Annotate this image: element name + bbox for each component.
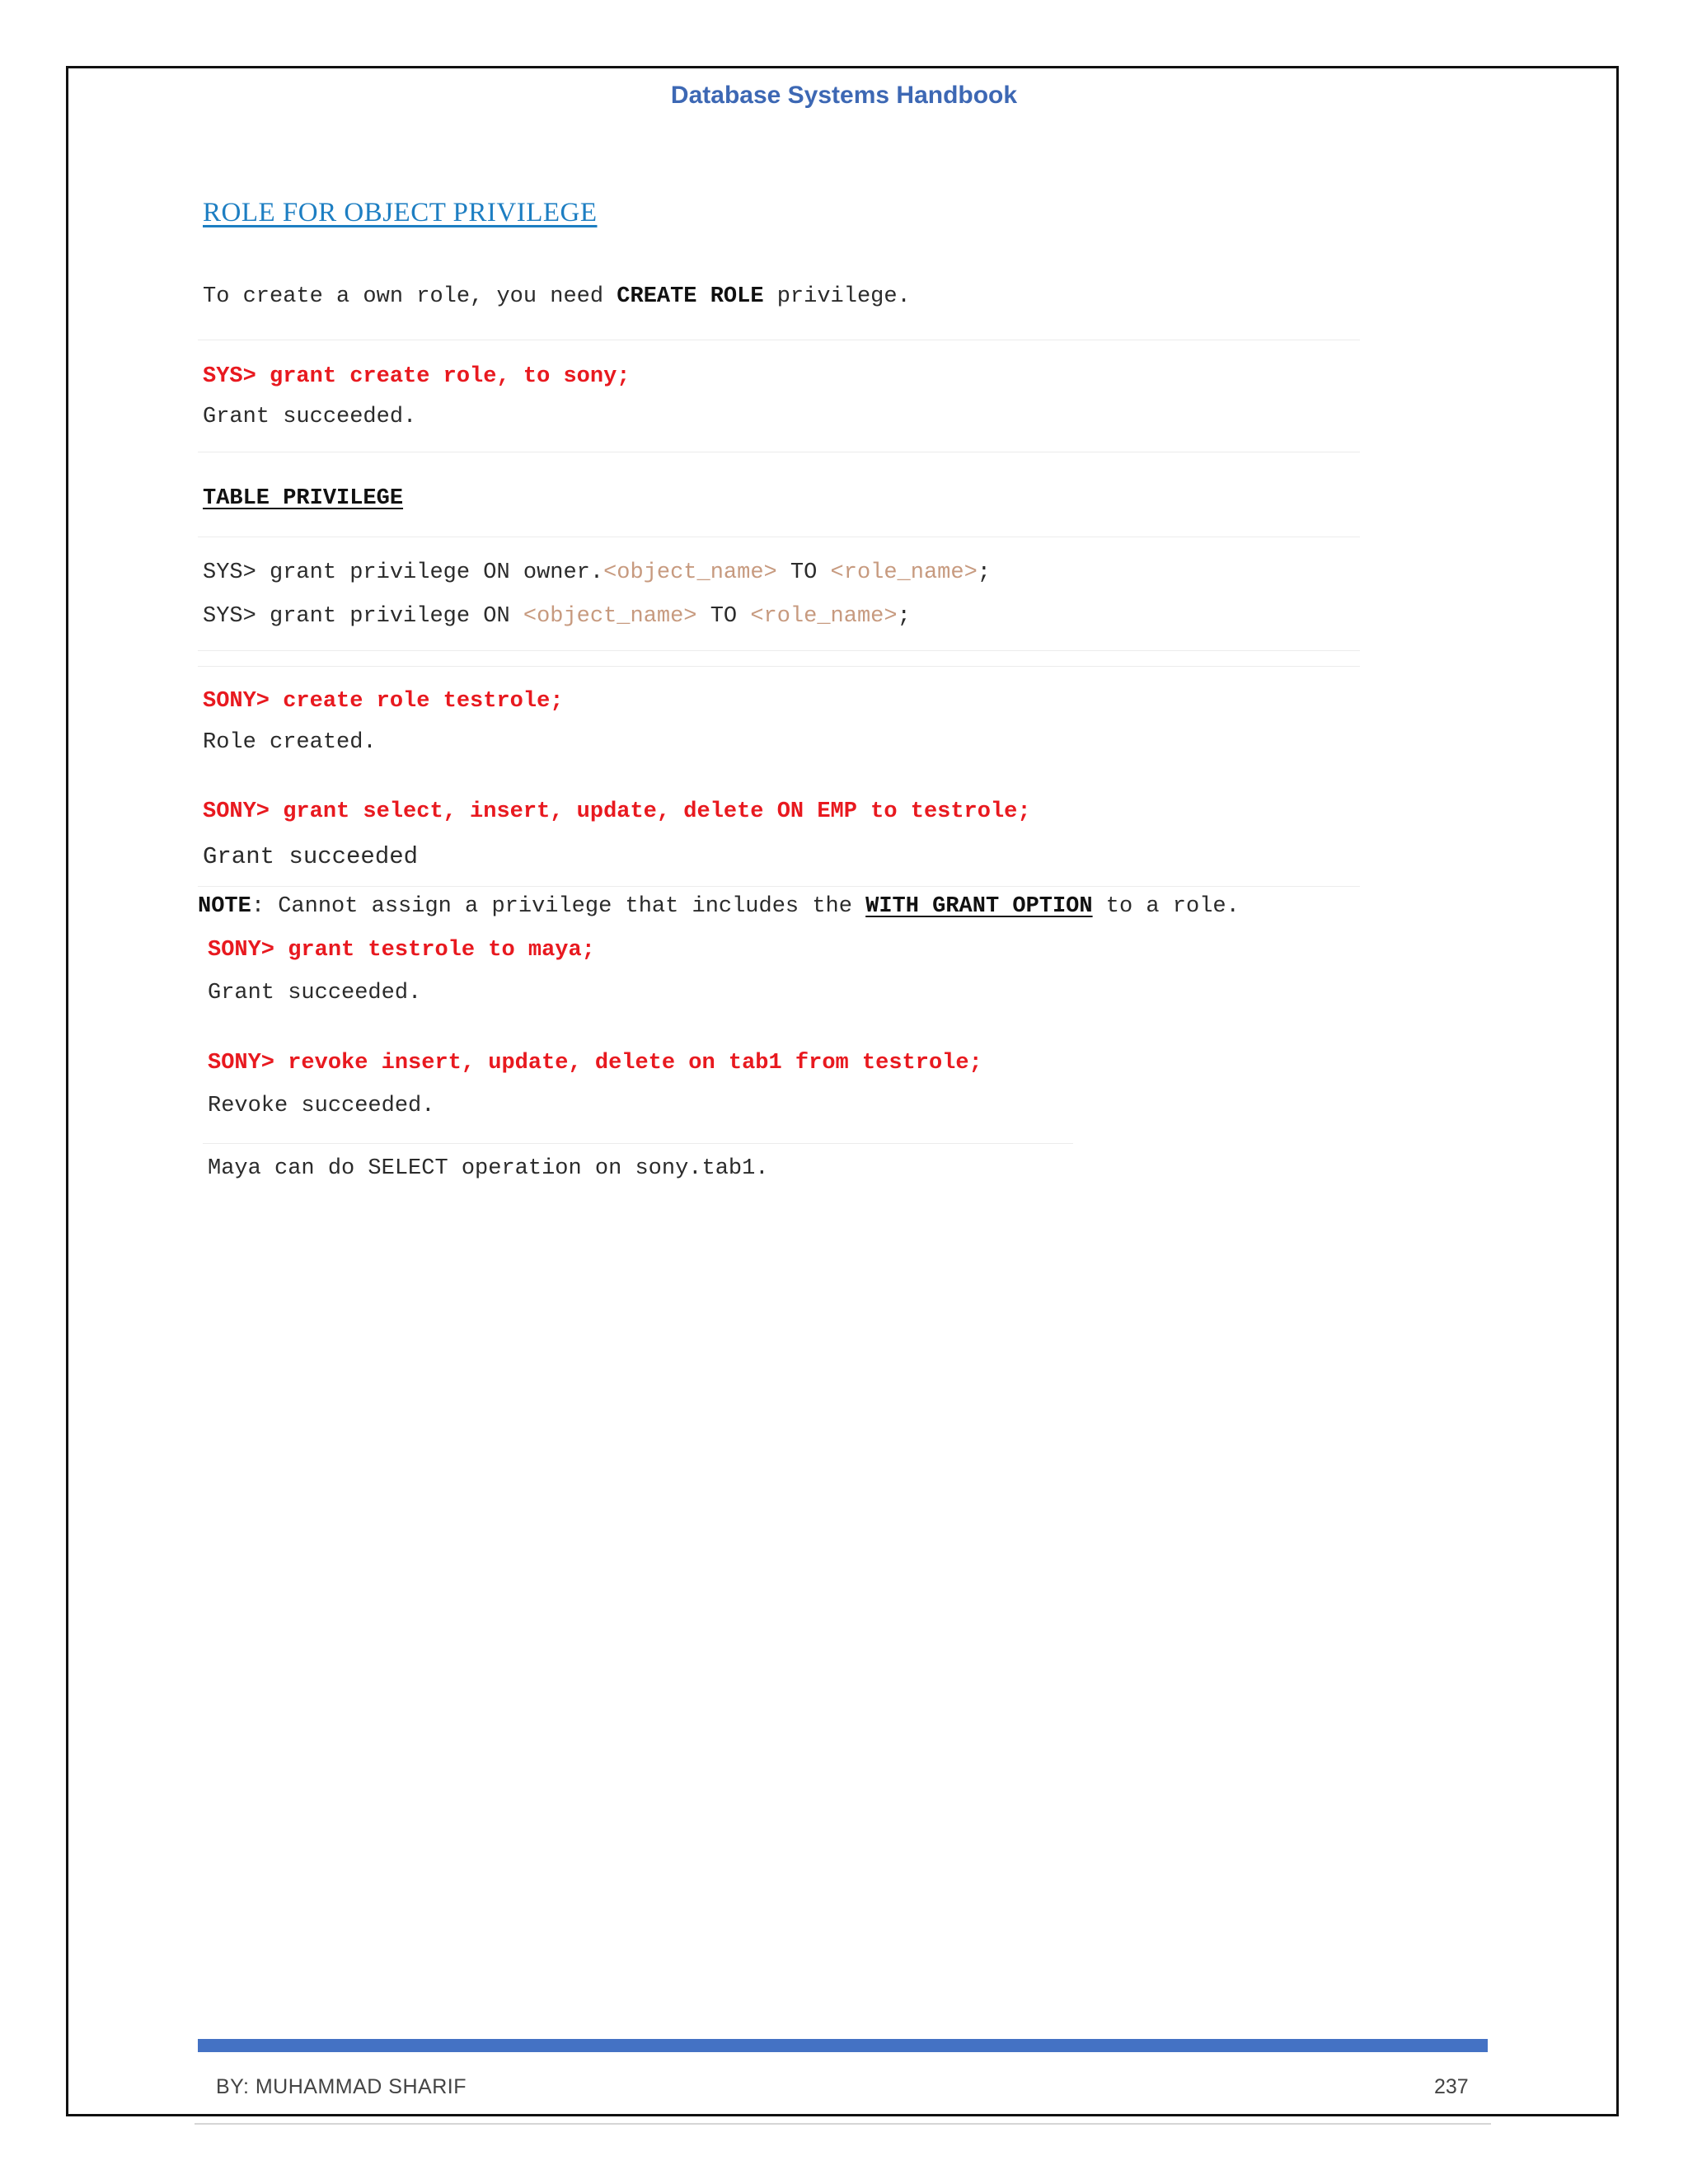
intro-text-after: privilege. — [763, 284, 911, 309]
note-line — [198, 894, 1240, 919]
syntax-text: SYS> grant privilege ON owner. — [203, 560, 604, 585]
page-header-title: Database Systems Handbook — [670, 82, 1018, 109]
command-grant-create-role: SYS> grant create role, to sony; — [203, 364, 631, 389]
note-bold: WITH GRANT OPTION — [865, 894, 1093, 919]
syntax-text: ; — [897, 604, 911, 629]
separator — [198, 886, 1360, 887]
intro-text: To create a own role, you need — [203, 284, 617, 309]
command-grant-role: SONY> grant testrole to maya; — [208, 938, 595, 963]
bottom-rule — [195, 2123, 1491, 2125]
command-revoke: SONY> revoke insert, update, delete on tab1 from testrole; — [208, 1051, 982, 1076]
note-label: NOTE — [198, 894, 251, 919]
table-privilege-heading: TABLE PRIVILEGE — [203, 486, 404, 511]
syntax-placeholder-object: <object_name> — [523, 604, 697, 629]
section-heading: ROLE FOR OBJECT PRIVILEGE — [203, 198, 598, 227]
output-grant-succeeded: Grant succeeded — [203, 843, 419, 870]
intro-bold: CREATE ROLE — [617, 284, 764, 309]
output-role-created: Role created. — [203, 730, 377, 755]
output-grant-succeeded: Grant succeeded. — [203, 405, 417, 429]
syntax-line-owner — [203, 560, 991, 585]
syntax-text: SYS> grant privilege ON — [203, 604, 523, 629]
intro-line — [203, 284, 911, 309]
separator — [203, 1143, 1073, 1144]
note-text: : Cannot assign a privilege that includes the — [251, 894, 866, 919]
closing-line: Maya can do SELECT operation on sony.tab1. — [208, 1156, 769, 1181]
syntax-placeholder-role: <role_name> — [750, 604, 898, 629]
footer-bar — [198, 2039, 1488, 2052]
footer-author: BY: MUHAMMAD SHARIF — [216, 2075, 467, 2098]
syntax-placeholder-role: <role_name> — [830, 560, 978, 585]
command-create-role: SONY> create role testrole; — [203, 689, 564, 714]
output-revoke-succeeded: Revoke succeeded. — [208, 1094, 435, 1118]
page-number: 237 — [1434, 2075, 1469, 2098]
separator — [198, 650, 1360, 651]
syntax-text: TO — [696, 604, 751, 629]
syntax-placeholder-object: <object_name> — [603, 560, 777, 585]
syntax-line — [203, 604, 911, 629]
syntax-text: ; — [977, 560, 991, 585]
output-grant-succeeded: Grant succeeded. — [208, 981, 422, 1005]
syntax-text: TO — [776, 560, 831, 585]
separator — [198, 666, 1360, 667]
note-text-after: to a role. — [1092, 894, 1240, 919]
command-grant-privileges: SONY> grant select, insert, update, delete ON EMP to testrole; — [203, 799, 1031, 824]
